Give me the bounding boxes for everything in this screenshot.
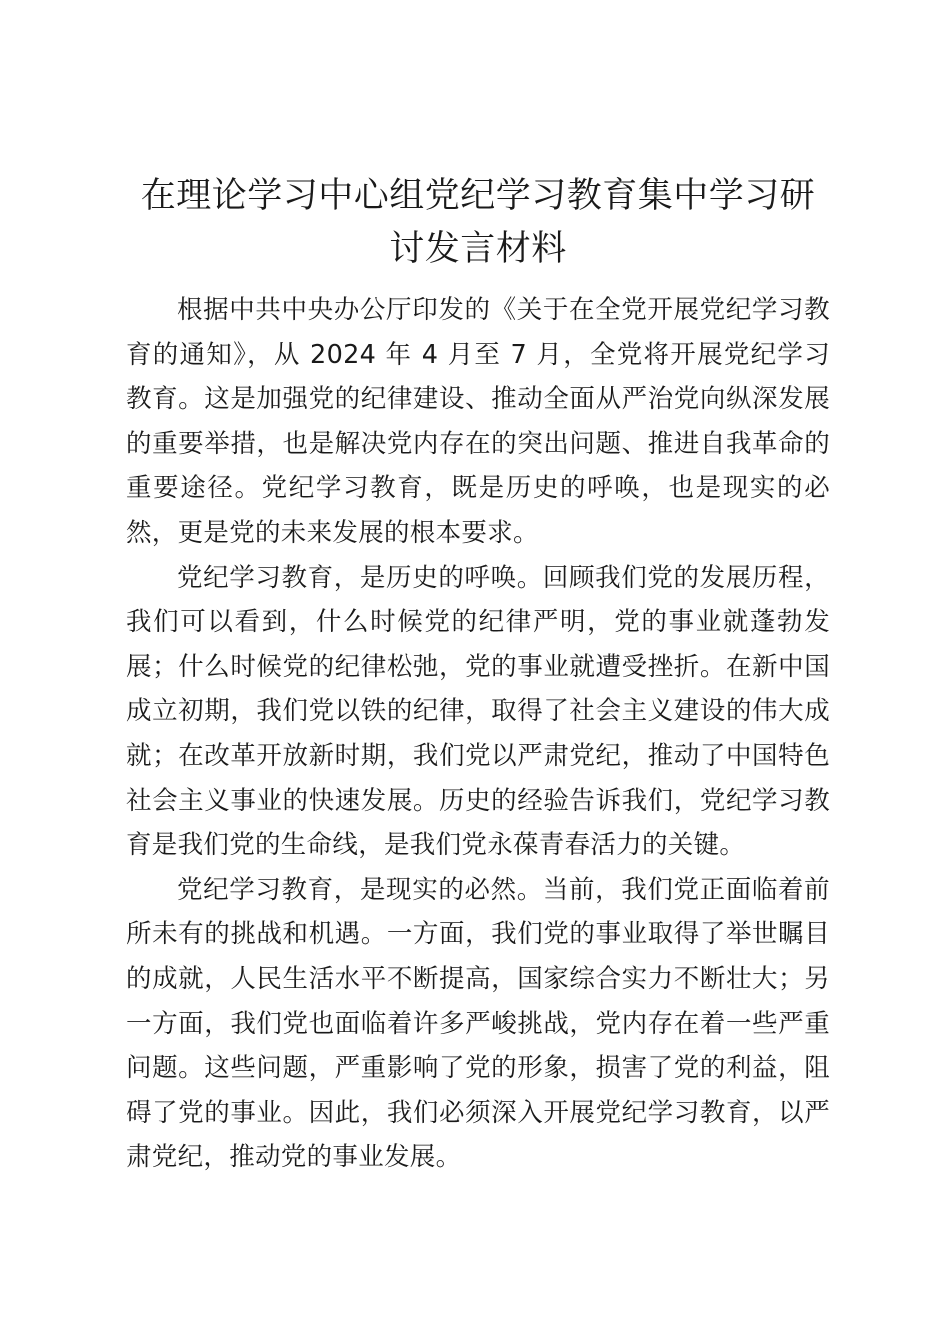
document-body (126, 288, 830, 1180)
paragraph-2: 党纪学习教育，是历史的呼唤。回顾我们党的发展历程，我们可以看到，什么时候党的纪律严明，党的事业就蓬勃发展；什么时候党的纪律松弛，党的事业就遭受挫折。在新中国成立初期，我们党以铁的纪律，取得了社会主义建设的伟大成就；在改革开放新时期，我们党以严肃党纪，推动了中国特色社会主义事业的快速发展。历史的经验告诉我们，党纪学习教育是我们党的生命线，是我们党永葆青春活力的关键。 (126, 562, 830, 861)
document-title: 在理论学习中心组党纪学习教育集中学习研讨发言材料 (140, 176, 816, 269)
document-page (126, 170, 830, 1180)
paragraph-1: 根据中共中央办公厅印发的《关于在全党开展党纪学习教育的通知》，从 2024 年 4 月至 7 月，全党将开展党纪学习教育。这是加强党的纪律建设、推动全面从严治党向纵深发展的重要举措，也是解决党内存在的突出问题、推进自我革命的重要途径。党纪学习教育，既是历史的呼唤，也是现实的必然，更是党的未来发展的根本要求。 (126, 295, 830, 548)
paragraph-3: 党纪学习教育，是现实的必然。当前，我们党正面临着前所未有的挑战和机遇。一方面，我们党的事业取得了举世瞩目的成就，人民生活水平不断提高，国家综合实力不断壮大；另一方面，我们党也面临着许多严峻挑战，党内存在着一些严重问题。这些问题，严重影响了党的形象，损害了党的利益，阻碍了党的事业。因此，我们必须深入开展党纪学习教育，以严肃党纪，推动党的事业发展。 (126, 874, 830, 1173)
